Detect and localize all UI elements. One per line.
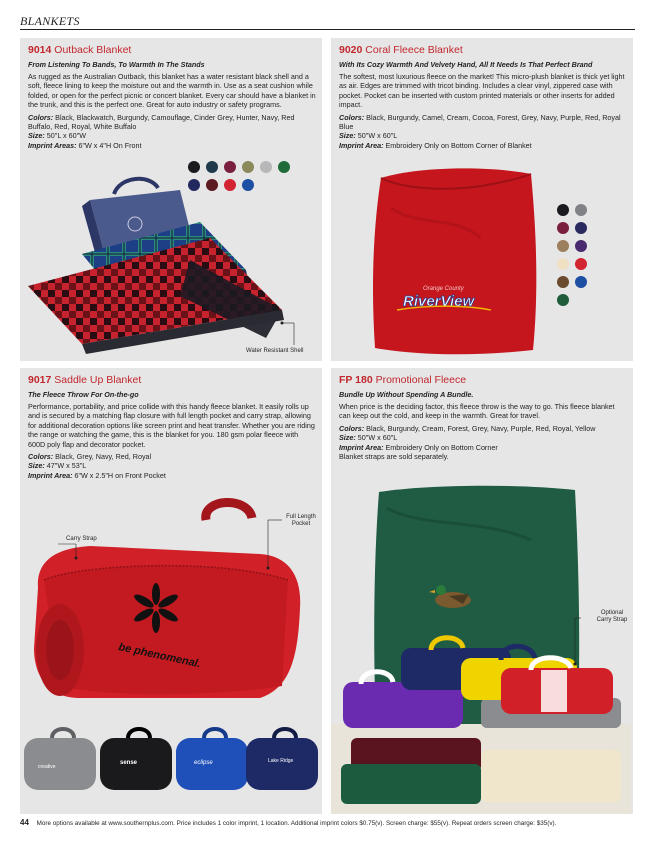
size-value: 50"L x 60"W bbox=[46, 131, 86, 141]
product-tagline: The Fleece Throw For On-the-go bbox=[28, 390, 139, 399]
mini-logo-text: sense bbox=[120, 760, 138, 766]
imprint-value: 6"W x 4"H On Front bbox=[78, 140, 142, 150]
mini-logo-text: eclipse bbox=[194, 760, 213, 766]
size-value: 50"W x 60"L bbox=[357, 433, 398, 443]
product-name: Coral Fleece Blanket bbox=[365, 44, 463, 56]
mini-blanket-navy bbox=[246, 729, 318, 790]
product-description: Performance, portability, and price collide with this handy fleece blanket. It easily rolls up and is secured by a matching flap closure with full length pocket and carry strap, allowing for additional decoration options like screen print and heat transfer. Whether you are riding the range or watching the game, this is the blanket for you. 180 gsm polar fleece with 600D poly flap and decorator pocket. bbox=[28, 402, 315, 449]
colors-value: Black, Blackwatch, Burgundy, Camouflage, Cinder Grey, Hunter, Navy, Red Buffalo, Red, Royal, White Buffalo bbox=[28, 112, 295, 132]
page-footer bbox=[20, 818, 635, 827]
callout-optional-carry-strap: Optional Carry Strap bbox=[596, 610, 628, 623]
coral-fleece-blanket-image bbox=[331, 38, 633, 361]
mini-blanket-grey bbox=[24, 729, 96, 790]
mini-logo-text: Lake Ridge bbox=[268, 758, 294, 764]
colors-value: Black, Burgundy, Cream, Forest, Grey, Navy, Purple, Red, Royal, Yellow bbox=[366, 423, 596, 433]
product-tagline: From Listening To Bands, To Warmth In The Stands bbox=[28, 60, 205, 69]
color-swatch bbox=[575, 240, 587, 252]
colors-value: Black, Grey, Navy, Red, Royal bbox=[55, 452, 152, 462]
colors-label: Colors: bbox=[339, 112, 365, 122]
product-tagline: With Its Cozy Warmth And Velvety Hand, All It Needs Is That Perfect Brand bbox=[339, 60, 593, 69]
product-panel-outback bbox=[20, 38, 322, 361]
product-code: 9017 bbox=[28, 374, 52, 386]
product-tagline: Bundle Up Without Spending A Bundle. bbox=[339, 390, 474, 399]
callout-carry-strap: Carry Strap bbox=[66, 536, 97, 542]
size-label: Size: bbox=[339, 433, 356, 443]
saddle-logo-text: be phenomenal. bbox=[117, 641, 202, 671]
size-value: 47"W x 53"L bbox=[46, 461, 87, 471]
logo-small-text: Orange County bbox=[423, 286, 464, 292]
color-swatch bbox=[557, 204, 569, 216]
product-name: Outback Blanket bbox=[54, 44, 132, 56]
colors-value: Black, Burgundy, Camel, Cream, Cocoa, Forest, Grey, Navy, Purple, Red, Royal Blue bbox=[339, 112, 621, 132]
mini-blanket-black bbox=[100, 729, 172, 790]
callout-water-resistant-shell: Water Resistant Shell bbox=[246, 348, 304, 354]
mini-logo-text: creative bbox=[38, 764, 56, 770]
footer-text: More options available at www.southernplus.com. Price includes 1 color imprint, 1 location. Additional imprint colors $0.75(v). Screen charge: $55(v). Repeat orders screen charge: $35(v). bbox=[36, 820, 557, 827]
size-label: Size: bbox=[28, 131, 45, 141]
product-panel-coral-fleece bbox=[331, 38, 633, 361]
outback-blanket-image bbox=[20, 38, 322, 361]
mini-blanket-royal bbox=[176, 729, 248, 790]
product-code: FP 180 bbox=[339, 374, 373, 386]
color-swatch bbox=[557, 240, 569, 252]
product-description: The softest, most luxurious fleece on the market! This micro-plush blanket is thick yet light as air. Edges are trimmed with tricot binding. Includes a clear vinyl, zippered case with pocket. Pocket can be inserted with custom printed materials or other inserts for added impact. bbox=[339, 72, 625, 110]
color-swatch bbox=[557, 222, 569, 234]
callout-full-length-pocket: Full Length Pocket bbox=[286, 514, 316, 527]
promotional-fleece-image bbox=[331, 368, 633, 814]
color-swatch bbox=[575, 222, 587, 234]
product-panel-promotional-fleece bbox=[331, 368, 633, 814]
product-name: Promotional Fleece bbox=[375, 374, 467, 386]
size-label: Size: bbox=[339, 131, 356, 141]
colors-label: Colors: bbox=[28, 452, 54, 462]
imprint-value: Embroidery Only on Bottom Corner bbox=[385, 442, 498, 452]
color-swatch bbox=[557, 258, 569, 270]
product-code: 9020 bbox=[339, 44, 363, 56]
product-description: As rugged as the Australian Outback, this blanket has a water resistant black shell and a soft, fleece lining to keep the moisture out and the warmth in. Use as a seat cushion while folded, or open for the perfect picnic or concert blanket. Every car should have a blanket in the trunk, and this is the perfect one. Great for auto industry or safety programs. bbox=[28, 72, 316, 110]
product-description: When price is the deciding factor, this fleece throw is the way to go. This fleece blanket can keep out the cold, and keep in the warmth. Great for travel. bbox=[339, 402, 615, 421]
product-code: 9014 bbox=[28, 44, 52, 56]
color-swatch bbox=[575, 204, 587, 216]
color-swatch bbox=[575, 258, 587, 270]
saddle-up-blanket-image bbox=[20, 368, 322, 814]
size-value: 50"W x 60"L bbox=[357, 131, 398, 141]
imprint-label: Imprint Area: bbox=[339, 442, 384, 452]
product-note: Blanket straps are sold separately. bbox=[339, 452, 449, 462]
red-rolled-blanket bbox=[34, 502, 300, 698]
colors-label: Colors: bbox=[28, 112, 54, 122]
colors-label: Colors: bbox=[339, 423, 365, 433]
page-number: 44 bbox=[20, 818, 29, 827]
color-swatches bbox=[557, 204, 587, 306]
product-name: Saddle Up Blanket bbox=[54, 374, 142, 386]
imprint-label: Imprint Area: bbox=[28, 470, 73, 480]
color-swatch bbox=[557, 294, 569, 306]
color-swatch bbox=[575, 276, 587, 288]
logo-text: RiverView bbox=[403, 293, 475, 310]
section-title: BLANKETS bbox=[20, 14, 80, 28]
size-label: Size: bbox=[28, 461, 45, 471]
imprint-value: 6"W x 2.5"H on Front Pocket bbox=[74, 470, 166, 480]
product-panel-saddle-up bbox=[20, 368, 322, 814]
mini-rolled-blankets bbox=[24, 729, 318, 790]
imprint-value: Embroidery Only on Bottom Corner of Blanket bbox=[385, 140, 532, 150]
imprint-label: Imprint Area: bbox=[339, 140, 384, 150]
imprint-label: Imprint Areas: bbox=[28, 140, 77, 150]
page-header bbox=[20, 13, 635, 30]
color-swatch bbox=[557, 276, 569, 288]
